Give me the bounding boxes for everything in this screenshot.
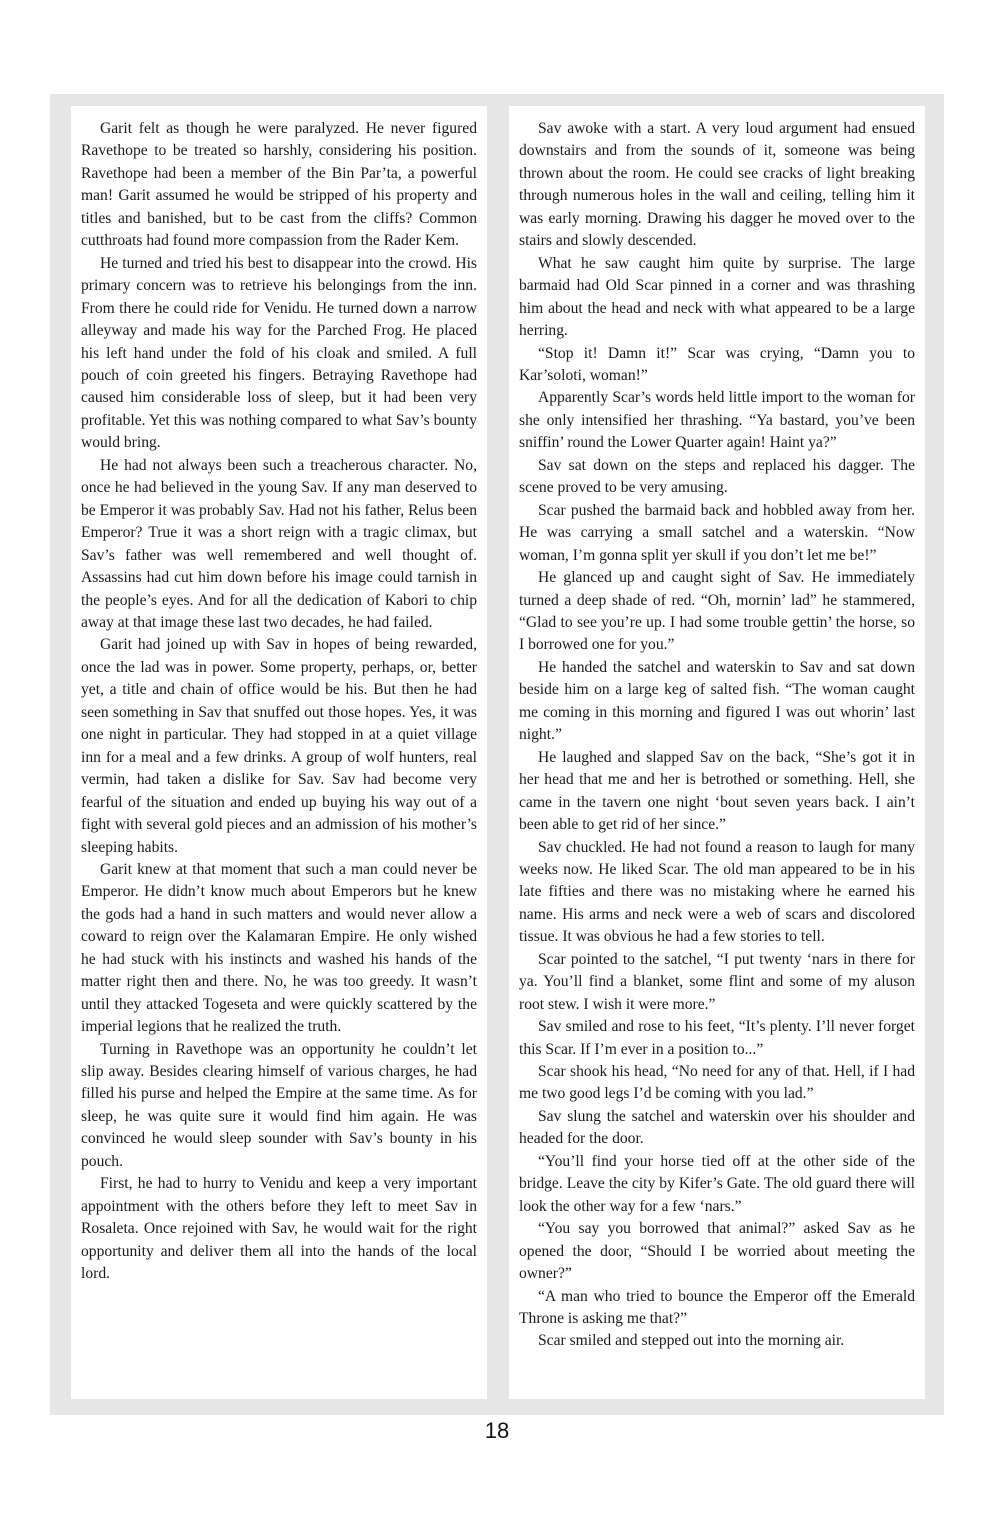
paragraph: “Stop it! Damn it!” Scar was crying, “Damn you to Kar’soloti, woman!”	[519, 344, 915, 384]
paragraph: Sav chuckled. He had not found a reason to laugh for many weeks now. He liked Scar. The old man appeared to be in his late fifties and there was no mistaking where he earned his name. His arms and neck were a web of scars and discolored tissue. It was obvious he had a few stories to tell.	[519, 838, 915, 946]
paragraph: Sav smiled and rose to his feet, “It’s plenty. I’ll never forget this Scar. If I’m ever in a position to...”	[519, 1018, 915, 1058]
page-frame	[50, 94, 944, 1415]
paragraph: He turned and tried his best to disappear into the crowd. His primary concern was to retrieve his belongings from the inn. From there he could ride for Venidu. He turned down a narrow alleyway and made his way for the Parched Frog. He placed his left hand under the fold of his cloak and smiled. A full pouch of coin greeted his fingers. Betraying Ravethope had caused him considerable loss of sleep, but it had been very profitable. Yet this was nothing compared to what Sav’s bounty would bring.	[81, 254, 477, 452]
paragraph: Scar smiled and stepped out into the morning air.	[538, 1332, 845, 1350]
paragraph: Scar pushed the barmaid back and hobbled away from her. He was carrying a small satchel and a waterskin. “Now woman, I’m gonna split yer skull if you don’t let me be!”	[519, 501, 915, 564]
paragraph: Garit had joined up with Sav in hopes of being rewarded, once the lad was in power. Some property, perhaps, or, better yet, a title and chain of office would be his. But then he had seen something in Sav that snuffed out those hopes. Yes, it was one night in particular. They had stopped in at a quiet village inn for a meal and a few drinks. A group of wolf hunters, real vermin, had taken a dislike for Sav. Sav had become very fearful of the situation and ended up buying his way out of a fight with several gold pieces and an admission of his mother’s sleeping habits.	[81, 636, 477, 856]
paragraph: Sav slung the satchel and waterskin over his shoulder and headed for the door.	[519, 1107, 915, 1148]
paragraph: Turning in Ravethope was an opportunity he couldn’t let slip away. Besides clearing himself of various charges, he had filled his purse and helped the Empire at the same time. As for sleep, he was quite sure it would find him again. He was convinced he would sleep sounder with Sav’s bounty in his pouch.	[81, 1040, 477, 1170]
paragraph: First, he had to hurry to Venidu and keep a very important appointment with the others before they left to meet Sav in Rosaleta. Once rejoined with Sav, he would wait for the right opportunity and deliver them all into the hands of the local lord.	[81, 1175, 477, 1283]
paragraph: Garit felt as though he were paralyzed. He never figured Ravethope to be treated so harshly, considering his position. Ravethope had been a member of the Bin Par’ta, a powerful man! Garit assumed he would be stripped of his property and titles and banished, but to be cast from the cliffs? Common cutthroats had found more compassion from the Rader Kem.	[81, 120, 477, 250]
left-text-column	[71, 106, 487, 1399]
page-number: 18	[484, 1418, 510, 1443]
paragraph: Garit knew at that moment that such a man could never be Emperor. He didn’t know much about Emperors but he knew the gods had a hand in such matters and would never allow a coward to reign over the Kalamaran Empire. He only wished he had stuck with his instincts and washed his hands of the matter right then and there. No, he was too greedy. It wasn’t until they attacked Togeseta and were quickly scattered by the imperial legions that he realized the truth.	[81, 860, 477, 1036]
paragraph: “A man who tried to bounce the Emperor off the Emerald Throne is asking me that?”	[519, 1287, 915, 1328]
paragraph: What he saw caught him quite by surprise. The large barmaid had Old Scar pinned in a corner and was thrashing him about the head and neck with what appeared to be a large herring.	[519, 254, 915, 340]
paragraph: “You say you borrowed that animal?” asked Sav as he opened the door, “Should I be worried about meeting the owner?”	[519, 1220, 915, 1283]
paragraph: He had not always been such a treacherous character. No, once he had believed in the young Sav. If any man deserved to be Emperor it was probably Sav. Had not his father, Relus been Emperor? True it was a short reign with a tragic climax, but Sav’s father was well remembered and well thought of. Assassins had cut him down before his image could tarnish in the people’s eyes. And for all the dedication of Kabori to chip away at that image these last two decades, he had failed.	[81, 456, 477, 631]
paragraph: Sav sat down on the steps and replaced his dagger. The scene proved to be very amusing.	[519, 456, 915, 497]
right-text-column	[509, 106, 925, 1399]
paragraph: Apparently Scar’s words held little import to the woman for she only intensified her thrashing. “Ya bastard, you’ve been sniffin’ round the Lower Quarter again! Haint ya?”	[519, 389, 915, 452]
paragraph: He laughed and slapped Sav on the back, “She’s got it in her head that me and her is betrothed or something. Hell, she came in the tavern one night ‘bout seven years back. I ain’t been able to get rid of her since.”	[519, 748, 915, 834]
paragraph: He handed the satchel and waterskin to Sav and sat down beside him on a large keg of salted fish. “The woman caught me coming in this morning and figured I was out whorin’ last night.”	[519, 658, 915, 744]
paragraph: He glanced up and caught sight of Sav. He immediately turned a deep shade of red. “Oh, mornin’ lad” he stammered, “Glad to see you’re up. I had some trouble gettin’ the horse, so I borrowed one for you.”	[519, 569, 915, 654]
paragraph: Scar shook his head, “No need for any of that. Hell, if I had me two good legs I’d be coming with you lad.”	[519, 1063, 915, 1103]
paragraph: “You’ll find your horse tied off at the other side of the bridge. Leave the city by Kifer’s Gate. The old guard there will look the other way for a few ‘nars.”	[519, 1152, 915, 1215]
paragraph: Sav awoke with a start. A very loud argument had ensued downstairs and from the sounds of it, someone was being thrown about the room. He could see cracks of light breaking through numerous holes in the wall and ceiling, telling him it was early morning. Drawing his dagger he moved over to the stairs and slowly descended.	[519, 120, 915, 250]
paragraph: Scar pointed to the satchel, “I put twenty ‘nars in there for ya. You’ll find a blanket, some flint and some of my aluson root stew. I wish it were more.”	[519, 950, 915, 1013]
